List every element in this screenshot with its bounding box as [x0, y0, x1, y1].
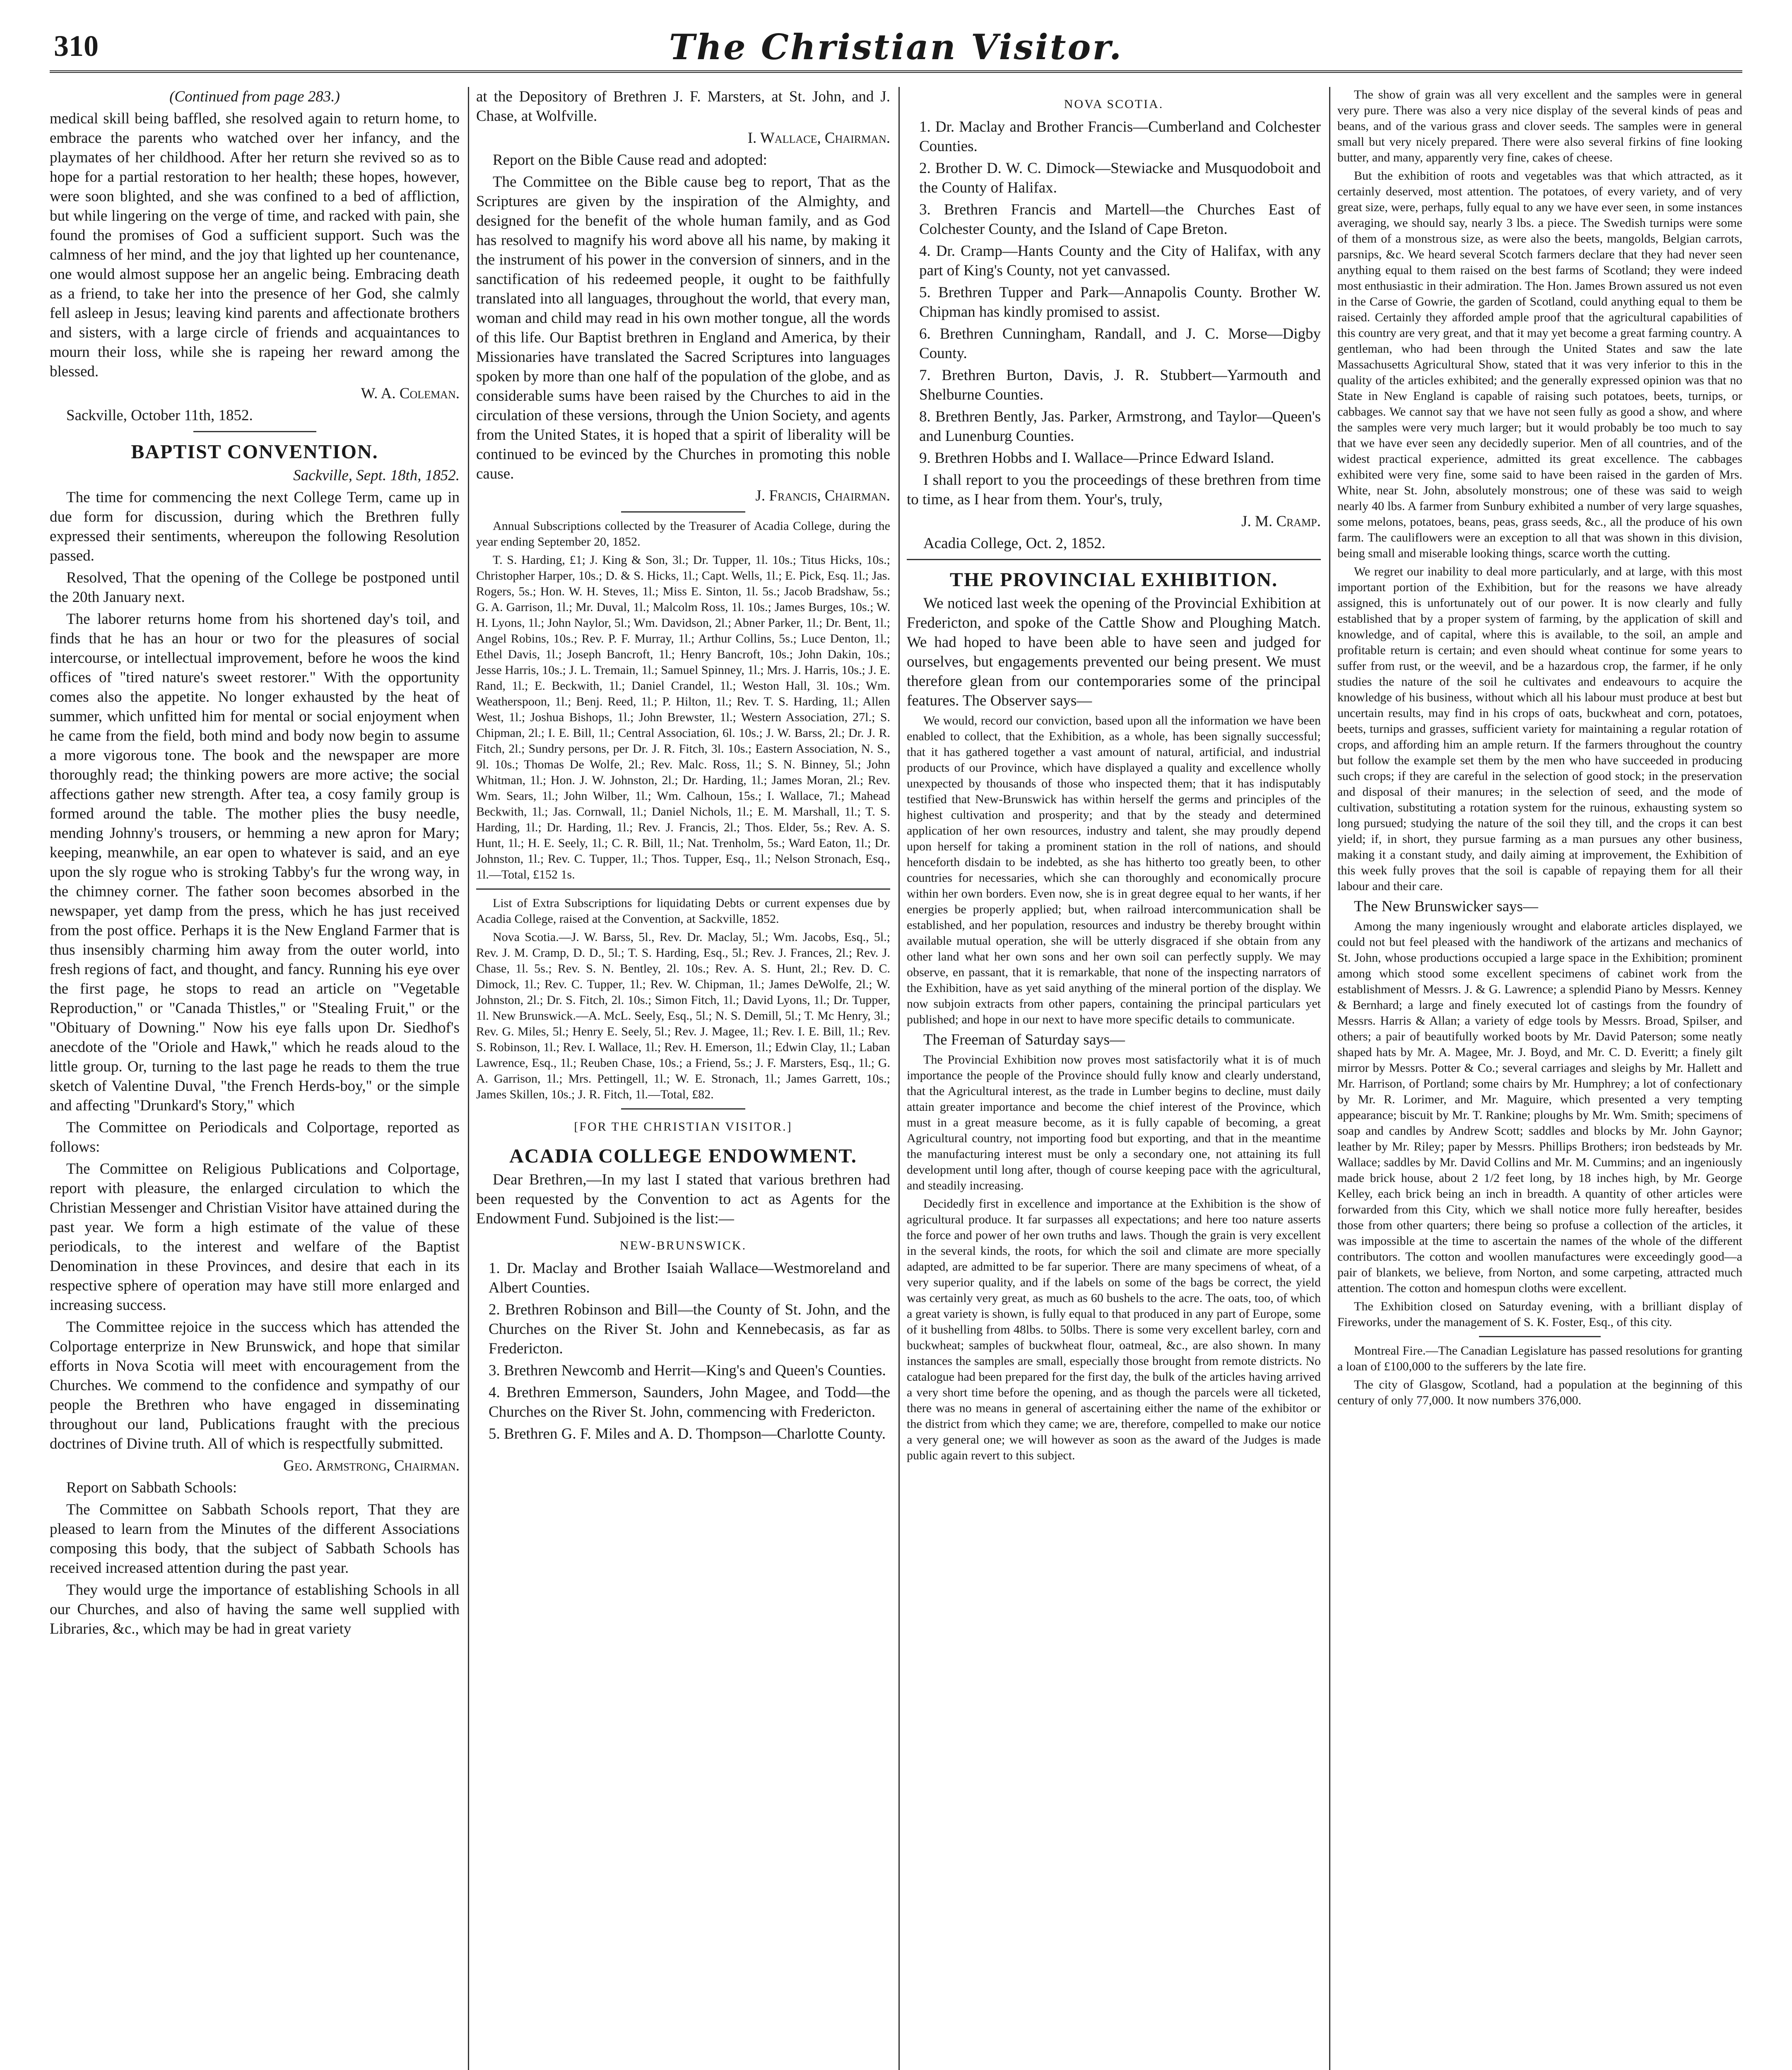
list-item: 4. Brethren Emmerson, Saunders, John Magee, and Todd—the Churches on the River St. John, commencing with Fredericton.	[489, 1384, 890, 1420]
section-label: NOVA SCOTIA.	[1064, 97, 1164, 111]
paragraph: Report on Sabbath Schools:	[66, 1479, 237, 1496]
masthead	[50, 25, 1742, 73]
list-item: 6. Brethren Cunningham, Randall, and J. C. Morse—Digby County.	[919, 325, 1321, 362]
list-item: 8. Brethren Bently, Jas. Parker, Armstrong, and Taylor—Queen's and Lunenburg Counties.	[919, 408, 1321, 445]
quoted-paragraph: The show of grain was all very excellent and the samples were in general very pure. There was also a very nice display of the several kinds of peas and beans, and of the various grass and clover seeds. The samples were in general small but very nicely prepared. There were also several firkins of fine looking butter, and many, apparently very fine, cakes of cheese.	[1337, 88, 1742, 164]
paragraph: List of Extra Subscriptions for liquidating Debts or current expenses due by Acadia College, raised at the Convention, at Sackville, 1852.	[476, 896, 890, 926]
paragraph: Resolved, That the opening of the College be postponed until the 20th January next.	[50, 569, 460, 606]
column-1	[50, 87, 460, 2070]
paragraph: Report on the Bible Cause read and adopted:	[493, 152, 767, 168]
signature: J. Francis, Chairman.	[755, 487, 890, 504]
paragraph: The Committee on Periodicals and Colportage, reported as follows:	[50, 1119, 460, 1155]
divider	[621, 1108, 745, 1110]
divider	[476, 888, 890, 890]
subscription-list: Nova Scotia.—J. W. Barss, 5l., Rev. Dr. Maclay, 5l.; Wm. Jacobs, Esq., 5l.; Rev. J. M. Cramp, D. D., 5l.; T. S. Harding, Esq., 5l.; Rev. J. Frances, 2l.; Rev. J. Chase, 1l. 5s.; Rev. S. N. Bentley, 2l. 10s.; Rev. A. S. Hunt, 2l.; Rev. D. C. Dimock, 1l.; Rev. C. Tupper, 1l.; Rev. W. Chipman, 1l.; James DeWolfe, 2l.; W. Johnston, 2l.; Dr. S. Fitch, 2l. 10s.; Simon Fitch, 1l.; David Lyons, 1l.; Dr. Tupper, 1l. New Brunswick.—A. McL. Seely, Esq., 5l.; N. S. Demill, 5l.; T. Mc Henry, 3l.; Rev. G. Miles, 5l.; Henry E. Seely, 5l.; Rev. J. Magee, 1l.; Rev. I. E. Bill, 1l.; Rev. S. Robinson, 1l.; Rev. I. Wallace, 1l.; Rev. H. Emerson, 1l.; Edwin Clay, 1l.; Laban Lawrence, Esq., 1l.; Reuben Chase, 10s.; a Friend, 5s.; J. F. Marsters, Esq., 1l.; G. A. Garrison, 1l.; Mrs. Pettingell, 1l.; W. E. Stronach, 1l.; James Garrett, 10s.; James Skillen, 10s.; J. R. Fitch, 1l.—Total, £82.	[476, 930, 890, 1101]
dateline: Acadia College, Oct. 2, 1852.	[923, 535, 1106, 552]
paragraph: medical skill being baffled, she resolved again to return home, to embrace the parents who watched over her infancy, and the playmates of her childhood. After her return she revived so as to hope for a partial restoration to her health; these hopes, however, were soon blighted, and she was confined to a bed of affliction, but while lingering on the verge of time, and racked with pain, she found the promises of God a sufficient support. Such was the calmness of her mind, and the joy that lighted up her countenance, one would almost suppose her an angelic being. Embracing death as a friend, to take her into the presence of her God, she calmly fell asleep in Jesus; leaving kind parents and affectionate brothers and sisters, with a large circle of friends and acquaintances to mourn their loss, while she is rapeing her reward among the blessed.	[50, 110, 460, 380]
paragraph: I shall report to you the proceedings of these brethren from time to time, as I hear from them. Your's, truly,	[907, 472, 1321, 508]
columns	[50, 87, 1742, 2070]
quoted-paragraph: Decidedly first in excellence and importance at the Exhibition is the show of agricultural produce. It far surpasses all expectations; and here too nature asserts the force and power of her own truths and laws. Though the grain is very excellent in the several kinds, the roots, for which the soil and climate are more specially adapted, are admitted to be far superior. There are many specimens of wheat, of a very superior quality, and if the labels on some of the bags be correct, the yield was certainly very great, as much as 60 bushels to the acre. The oats, too, of which a great variety is shown, is fully equal to that produced in any part of Europe, some of it bushelling from 48lbs. to 50lbs. There is some very excellent barley, corn and buckwheat; samples of buckwheat flour, oatmeal, &c., are also shown. In many instances the samples are small, especially those brought from remote districts. No catalogue had been prepared for the first day, the bulk of the articles having arrived a very short time before the opening, and as though the parcels were all ticketed, there was no means in general of ascertaining either the name of the exhibitor or the district from which they came; we are, therefore, compelled to make our notice a very general one; we will however as soon as the award of the Judges is made public again revert to this subject.	[907, 1197, 1321, 1462]
list-item: 5. Brethren Tupper and Park—Annapolis County. Brother W. Chipman has kindly promised to assist.	[919, 284, 1321, 320]
divider	[193, 431, 316, 432]
divider	[907, 559, 1321, 560]
list-item: 3. Brethren Francis and Martell—the Churches East of Colchester County, and the Island of Cape Breton.	[919, 201, 1321, 238]
paragraph: The Committee on the Bible cause beg to report, That as the Scriptures are given by the inspiration of the Almighty, and designed for the benefit of the whole human family, and as God has resolved to magnify his word above all his name, by making it the instrument of his power in the conversion of sinners, and in the sanctification of his redeemed people, it ought to be faithfully translated into all languages, throughout the world, that every man, woman and child may read in his own mother tongue, all the words of this life. Our Baptist brethren in England and America, by their Missionaries have translated the Sacred Scriptures into languages spoken by more than one half of the population of the globe, and as considerable sums have been raised by the Churches to aid in the circulation of these versions, through the Union Society, and agents from the United States, it is hoped that a spirit of liberality will be continued to be evinced by the Churches in promoting this noble cause.	[476, 173, 890, 482]
news-item: The city of Glasgow, Scotland, had a population at the beginning of this century of only 77,000. It now numbers 376,000.	[1337, 1378, 1742, 1407]
list-item: 7. Brethren Burton, Davis, J. R. Stubbert—Yarmouth and Shelburne Counties.	[919, 367, 1321, 403]
dateline: Sackville, Sept. 18th, 1852.	[293, 467, 460, 484]
article-heading: BAPTIST CONVENTION.	[131, 441, 378, 463]
paragraph: The Committee on Sabbath Schools report, That they are pleased to learn from the Minutes of the different Associations composing this body, that the subject of Sabbath Schools has received increased attention during the past year.	[50, 1501, 460, 1577]
paragraph: The laborer returns home from his shortened day's toil, and finds that he has an hour or two for the pleasures of social intercourse, or intellectual improvement, before he woos the kind offices of "tired nature's sweet restorer." With the opportunity comes also the appetite. No longer exhausted by the heat of summer, which unfitted him for mental or social enjoyment when he came from the field, both mind and body now begin to assume a more vigorous tone. The book and the newspaper are more thoroughly read; the thinking powers are more active; the social affections gather new strength. After tea, a cosy family group is formed around the table. The mother plies the busy needle, mending Johnny's trousers, or hemming a new apron for Mary; keeping, meanwhile, an ear open to whatever is said, and an eye upon the sly rogue who is stroking Tabby's fur the wrong way, in the chimney corner. The father soon becomes absorbed in the newspaper, yet damp from the press, which he has just received from the post office. Perhaps it is the New England Farmer that is thus insensibly charming him away from the outer world, into fresh regions of fact, and thought, and fancy. Running his eye over the first page, he stops to read an article on "Vegetable Reproduction," or "Canada Thistles," or "Stealing Fruit," or the "Obituary of Downing." Now his eye falls upon Dr. Siedhof's anecdote of the "Oriole and Hawk," which he reads aloud to the little group. Or, turning to the last page he reads to them the true sketch of Valentine Duval, "the French Herds-boy," or the simple and affecting "Drunkard's Story," which	[50, 611, 460, 1114]
signature: I. Wallace, Chairman.	[747, 130, 890, 147]
agent-list	[907, 117, 1321, 468]
list-item: 2. Brethren Robinson and Bill—the County of St. John, and the Churches on the River St. John and Kennebecasis, as far as Fredericton.	[489, 1301, 890, 1357]
paragraph: at the Depository of Brethren J. F. Marsters, at St. John, and J. Chase, at Wolfville.	[476, 88, 890, 125]
list-item: 4. Dr. Cramp—Hants County and the City of Halifax, with any part of King's County, not yet canvassed.	[919, 243, 1321, 279]
paragraph: The New Brunswicker says—	[1354, 898, 1538, 915]
paragraph: The Committee rejoice in the success which has attended the Colportage enterprize in New Brunswick, and hope that similar efforts in Nova Scotia will meet with encouragement from the Churches. We commend to the confidence and sympathy of our people the Brethren who have engaged in disseminating throughout our land, Publications fraught with the precious doctrines of Divine truth. All of which is respectfully submitted.	[50, 1319, 460, 1452]
paragraph: Annual Subscriptions collected by the Treasurer of Acadia College, during the year ending September 20, 1852.	[476, 519, 890, 549]
news-item: Montreal Fire.—The Canadian Legislature has passed resolutions for granting a loan of £100,000 to the sufferers by the late fire.	[1337, 1344, 1742, 1373]
column-4	[1337, 87, 1742, 2070]
quoted-paragraph: Among the many ingeniously wrought and elaborate articles displayed, we could not but feel pleased with the handiwork of the artizans and mechanics of St. John, whose productions occupied a large space in the Exhibition; prominent among which stood some excellent specimens of cabinet work from the establishment of Messrs. J. & G. Lawrence; a splendid Piano by Messrs. Kenney & Bernhard; a large and finely executed lot of castings from the foundry of Messrs. Harris & Allan; a variety of edge tools by Messrs. Broad, Spilser, and others; a pair of beautifully worked boots by Mr. David Paterson; some neatly shaped hats by Mr. A. Magee, Mr. J. Boyd, and Mr. C. D. Everitt; a finely gilt mirror by Messrs. Potter & Co.; several carriages and sleighs by Mr. Hallett and Mr. Harrison, of Portland; some chairs by Mr. Humphrey; a lot of confectionary by Mr. R. Lorimer, and Mr. Maguire, which presented a very tempting appearance; biscuit by Mr. T. Rankine; ploughs by Mr. Wm. Smith; specimens of soap and candles by Andrew Scott; saddles and blocks by Mr. John Gaynor; leather by Mr. Riley; paper by Messrs. Phillips Brothers; iron bedsteads by Mr. Wallace; saddles by Mr. David Collins and Mr. M. Cummins; and an ingeniously made brick house, about 2 1/2 feet long, by 18 inches high, by Mr. George Kelley, each brick being an inch in breadth. A quantity of other articles were forwarded from this City, which we shall notice more fully hereafter, besides those from other quarters; there being so profuse a collection of the articles, it was impossible at the time to ascertain the names of the whole of the different contributors. The cotton and woollen manufactures were exceedingly good—a pair of blankets, we believe, from Norton, and some carpeting, attracted much attention. The cotton and homespun cloths were excellent.	[1337, 919, 1742, 1295]
column-3	[907, 87, 1321, 2070]
quoted-paragraph: The Provincial Exhibition now proves most satisfactorily what it is of much importance the people of the Province should fully know and clearly understand, that the Agricultural interest, as the trade in Lumber begins to decline, must daily attain greater importance and become the chief interest of the Province, which must in a great measure become, as it is fully capable of becoming, a great Agricultural country, not importing food but exporting, and that in the meantime the manufacturing interest must be only a secondary one, not attaining its full development until long after, though of course keeping pace with the agricultural, and steadily increasing.	[907, 1053, 1321, 1192]
list-item: 1. Dr. Maclay and Brother Isaiah Wallace—Westmoreland and Albert Counties.	[489, 1260, 890, 1296]
paragraph: The Exhibition closed on Saturday evening, with a brilliant display of Fireworks, under the management of S. K. Foster, Esq., of this city.	[1337, 1300, 1742, 1329]
column-rule	[1329, 87, 1330, 2070]
list-item: 5. Brethren G. F. Miles and A. D. Thompson—Charlotte County.	[489, 1425, 886, 1442]
signature: J. M. Cramp.	[1241, 513, 1321, 530]
paragraph: Dear Brethren,—In my last I stated that various brethren had been requested by the Convention to act as Agents for the Endowment Fund. Subjoined is the list:—	[476, 1171, 890, 1227]
for-line: [FOR THE CHRISTIAN VISITOR.]	[574, 1120, 792, 1134]
page-number: 310	[54, 29, 99, 63]
continued-note: (Continued from page 283.)	[169, 88, 340, 105]
list-item: 1. Dr. Maclay and Brother Francis—Cumberland and Colchester Counties.	[919, 118, 1321, 155]
list-item: 3. Brethren Newcomb and Herrit—King's and Queen's Counties.	[489, 1362, 886, 1379]
newspaper-page	[50, 25, 1742, 2070]
list-item: 2. Brother D. W. C. Dimock—Stewiacke and Musquodoboit and the County of Halifax.	[919, 160, 1321, 196]
article-heading: ACADIA COLLEGE ENDOWMENT.	[509, 1145, 857, 1167]
paragraph: The Committee on Religious Publications and Colportage, report with pleasure, the enlarged circulation to which the Christian Messenger and Christian Visitor have attained during the past year. We form a high estimate of the value of these periodicals, to the interest and welfare of the Baptist Denomination in these Provinces, and desire that each in its respective sphere of operation may have still more enlarged and increasing success.	[50, 1160, 460, 1314]
quoted-paragraph: We regret our inability to deal more particularly, and at large, with this most important portion of the Exhibition, but for the reasons we have already assigned, this is unfortunately out of our power. It is now clearly and fully established that by a proper system of farming, by the application of skill and knowledge, and of capital, where this is available, to the soil, an ample and profitable return is certain; and even should wheat continue for some years to suffer from rust, or the weevil, and be a hazardous crop, the farmer, if he only studies the nature of the soil he cultivates and endeavours to acquire the knowledge of his business, without which all his labour must produce at best but uncertain results, may find in his crops of oats, buckwheat and corn, potatoes, beets, turnips and grasses, sufficient variety for maintaining a regular rotation of crops, and affording him an ample return. If the farmers throughout the country but follow the example set them by the men who have succeeded in producing such crops; if they are careful in the selection of good stock; in the preservation and disposal of their manures; in the selection of seed, and the mode of cultivation, substituting a rotation system for the ruinous, exhausting system so long pursued; studying the nature of the soil they till, and the crops it can best yield; if, in short, they pursue farming as a man pursues any other business, making it a constant study, and daily aiming at improvement, the Exhibition of this week fully proves that the soil is capable of repaying them for all their labour and their care.	[1337, 565, 1742, 893]
paragraph: We noticed last week the opening of the Provincial Exhibition at Fredericton, and spoke of the Cattle Show and Ploughing Match. We had hoped to have been able to have seen and judged for ourselves, but engagements prevented our being present. We must therefore glean from our contemporaries some of the principal features. The Observer says—	[907, 595, 1321, 709]
dateline: Sackville, October 11th, 1852.	[66, 407, 253, 424]
column-rule	[898, 87, 900, 2070]
quoted-paragraph: We would, record our conviction, based upon all the information we have been enabled to collect, that the Exhibition, as a whole, has been signally successful; that it has gathered together a vast amount of natural, artificial, and industrial products of our Province, which have displayed a quality and excellence wholly unexpected by thousands of those who inspected them; that it has indisputably testified that New-Brunswick has within herself the germs and principles of the highest cultivation and prosperity; and that by the steady and determined application of her own resources, industry and talent, she may proudly depend upon herself for taking a prominent station in the roll of nations, and should henceforth disdain to be indebted, as she has hitherto too greatly been, to other countries for necessaries, which she can thoroughly and economically procure within her own borders. Even now, she is in great degree equal to her wants, if her energies be properly applied; but, when railroad intercommunication shall be established, and her population, resources and industry be thereby brought within available mutual operation, she will be utterly disgraced if she obtain from any other land what her own sons and her own soil can perfectly supply. We may observe, en passant, that it is remarkable, that none of the inspecting narrators of the Exhibition, have as yet said anything of the mineral portion of the display. We now subjoin extracts from other papers, containing the principal particulars yet published; and hope in our next to have more specific details to communicate.	[907, 714, 1321, 1026]
article-heading: THE PROVINCIAL EXHIBITION.	[949, 569, 1278, 591]
column-2	[476, 87, 890, 2070]
agent-list	[476, 1259, 890, 1444]
paragraph: They would urge the importance of establishing Schools in all our Churches, and also of having the same well supplied with Libraries, &c., which may be had in great variety	[50, 1581, 460, 1637]
signature: Geo. Armstrong, Chairman.	[283, 1457, 460, 1474]
section-label: NEW-BRUNSWICK.	[619, 1239, 747, 1252]
paragraph: The time for commencing the next College Term, came up in due form for discussion, during which the Brethren fully expressed their sentiments, whereupon the following Resolution passed.	[50, 489, 460, 564]
column-rule	[468, 87, 469, 2070]
paragraph: The Freeman of Saturday says—	[923, 1031, 1125, 1048]
quoted-paragraph: But the exhibition of roots and vegetables was that which attracted, as it certainly deserved, most attention. The potatoes, of every variety, and of very great size, were, perhaps, fully equal to any we have ever seen, in some instances averaging, we should say, nearly 3 lbs. a piece. The Swedish turnips were some of them of a monstrous size, as were also the beets, mangolds, Belgian carrots, parsnips, &c. We heard several Scotch farmers declare that they had never seen anything equal to them raised on the best farms of Scotland; they were indeed most enthusiastic in their admiration. The Hon. James Brown assured us not even in the Carse of Gowrie, the garden of Scotland, could anything equal to them be raised. Certainly they afforded ample proof that the agricultural capabilities of this country are very great, and that it may yet become a great farming country. A gentleman, who had been through the United States and saw the late Massachusetts Agricultural Show, stated that it was very inferior to this in the quality of the articles exhibited; and the generally expressed opinion was that no State in New England is capable of raising such potatoes, beets, turnips, or cabbages. We cannot say that we have not seen fully as good a show, and where the samples were very much larger; but it would probably be too much to say that we have ever seen any decidedly superior. Men of all countries, and of the widest practical experience, admitted its great excellence. The cabbages exhibited were very fine, some said to have been raised in the garden of Mrs. White, near St. John, absolutely monstrous; one of these was said to weigh nearly 40 lbs. A farmer from Sunbury exhibited a number of very large squashes, some melons, potatoes, beans, peas, grass seeds, &c., all the produce of his own farm. The cauliflowers were an exception to all that was shown in this division, being small and miserable looking things, scarce worth the cutting.	[1337, 169, 1742, 560]
masthead-title: The Christian Visitor.	[669, 26, 1123, 67]
list-item: 9. Brethren Hobbs and I. Wallace—Prince Edward Island.	[919, 450, 1274, 467]
divider	[621, 511, 745, 513]
signature: W. A. Coleman.	[361, 385, 460, 402]
divider	[1479, 1336, 1600, 1337]
subscription-list: T. S. Harding, £1; J. King & Son, 3l.; Dr. Tupper, 1l. 10s.; Titus Hicks, 10s.; Christopher Harper, 10s.; D. & S. Hicks, 1l.; Capt. Wells, 1l.; E. Pick, Esq. 1l.; Jas. Rogers, 5s.; Hon. W. H. Steves, 1l.; Miss E. Sinton, 1l. 5s.; Jacob Bradshaw, 5s.; G. A. Garrison, 1l.; Mr. Duval, 1l.; Malcolm Ross, 1l. 10s.; James Burges, 10s.; W. H. Lyons, 1l.; John Naylor, 5l.; Wm. Davidson, 2l.; Abner Parker, 1l.; Dr. Bent, 1l.; Angel Robins, 10s.; Rev. P. F. Murray, 1l.; Arthur Collins, 5s.; Luce Denton, 1l.; Ethel Davis, 1l.; Joseph Bancroft, 1l.; Henry Bancroft, 10s.; John Dakin, 10s.; Jesse Harris, 10s.; J. L. Tremain, 1l.; Samuel Spinney, 1l.; Mrs. J. Harris, 10s.; J. E. Rand, 1l.; E. Beckwith, 1l.; Daniel Crandel, 1l.; Weston Hall, 3l. 10s.; Wm. Weatherspoon, 1l.; Benj. Reed, 1l.; P. Hilton, 1l.; Rev. T. S. Harding, 1l.; Allen West, 1l.; Joshua Bishops, 1l.; John Brewster, 1l.; Western Association, 27l.; S. Chipman, 2l.; I. E. Bill, 1l.; Central Association, 6l. 10s.; J. W. Barss, 2l.; Dr. J. R. Fitch, 2l.; Sundry persons, per Dr. J. R. Fitch, 3l. 10s.; Eastern Association, N. S., 9l. 10s.; Thomas De Wolfe, 2l.; Rev. Malc. Ross, 1l.; S. N. Binney, 5l.; John Whitman, 1l.; Hon. J. W. Johnston, 2l.; Dr. Harding, 1l.; James Moran, 2l.; Rev. Wm. Sears, 1l.; John Wilber, 1l.; Wm. Calhoun, 15s.; I. Wallace, 7l.; Mahead Beckwith, 1l.; Jas. Cornwall, 1l.; Daniel Nichols, 1l.; E. M. Marshall, 1l.; T. S. Harding, 1l.; Dr. Harding, 1l.; Rev. J. Francis, 2l.; Thos. Elder, 5s.; Rev. A. S. Hunt, 1l.; H. E. Seely, 1l.; C. R. Bill, 1l.; Nat. Trenholm, 5s.; Ward Eaton, 1l.; Dr. Johnston, 1l.; Rev. C. Tupper, 1l.; Thos. Tupper, Esq., 1l.; Nelson Stronach, Esq., 1l.—Total, £152 1s.	[476, 553, 890, 881]
